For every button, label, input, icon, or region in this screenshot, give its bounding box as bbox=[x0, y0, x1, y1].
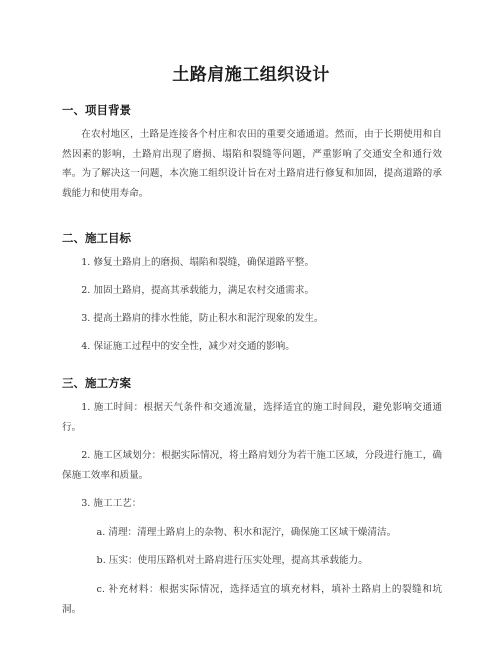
section-heading-goals: 二、施工目标 bbox=[62, 231, 131, 245]
section-heading-plan: 三、施工方案 bbox=[62, 376, 131, 390]
goal-item-3: 3. 提高土路肩的排水性能，防止积水和泥泞现象的发生。 bbox=[81, 313, 324, 324]
goal-item-1: 1. 修复土路肩上的磨损、塌陷和裂缝，确保道路平整。 bbox=[81, 257, 315, 268]
plan-item-3: 3. 施工工艺： bbox=[81, 498, 142, 509]
plan-item-2: 2. 施工区域划分：根据实际情况，将土路肩划分为若干施工区域，分段进行施工，确保施工效率和质量。 bbox=[62, 450, 442, 481]
goal-item-4: 4. 保证施工过程中的安全性，减少对交通的影响。 bbox=[81, 341, 295, 352]
document-title: 土路肩施工组织设计 bbox=[172, 65, 330, 85]
plan-item-1: 1. 施工时间：根据天气条件和交通流量，选择适宜的施工时间段，避免影响交通通行。 bbox=[62, 402, 442, 433]
section-heading-background: 一、项目背景 bbox=[62, 103, 131, 117]
goal-item-2: 2. 加固土路肩，提高其承载能力，满足农村交通需求。 bbox=[81, 285, 315, 296]
section-paragraph-background: 在农村地区，土路是连接各个村庄和农田的重要交通通道。然而，由于长期使用和自然因素的影响，土路肩出现了磨损、塌陷和裂缝等问题，严重影响了交通安全和通行效率。为了解决这一问题，本次施工组织设计旨在对土路肩进行修复和加固，提高道路的承载能力和使用寿命。 bbox=[62, 129, 442, 199]
plan-subitem-a: a. 清理：清理土路肩上的杂物、积水和泥泞，确保施工区域干燥清洁。 bbox=[96, 527, 397, 538]
plan-subitem-b: b. 压实：使用压路机对土路肩进行压实处理，提高其承载能力。 bbox=[96, 555, 368, 566]
plan-subitem-c: c. 补充材料：根据实际情况，选择适宜的填充材料，填补土路肩上的裂缝和坑洞。 bbox=[62, 584, 442, 615]
